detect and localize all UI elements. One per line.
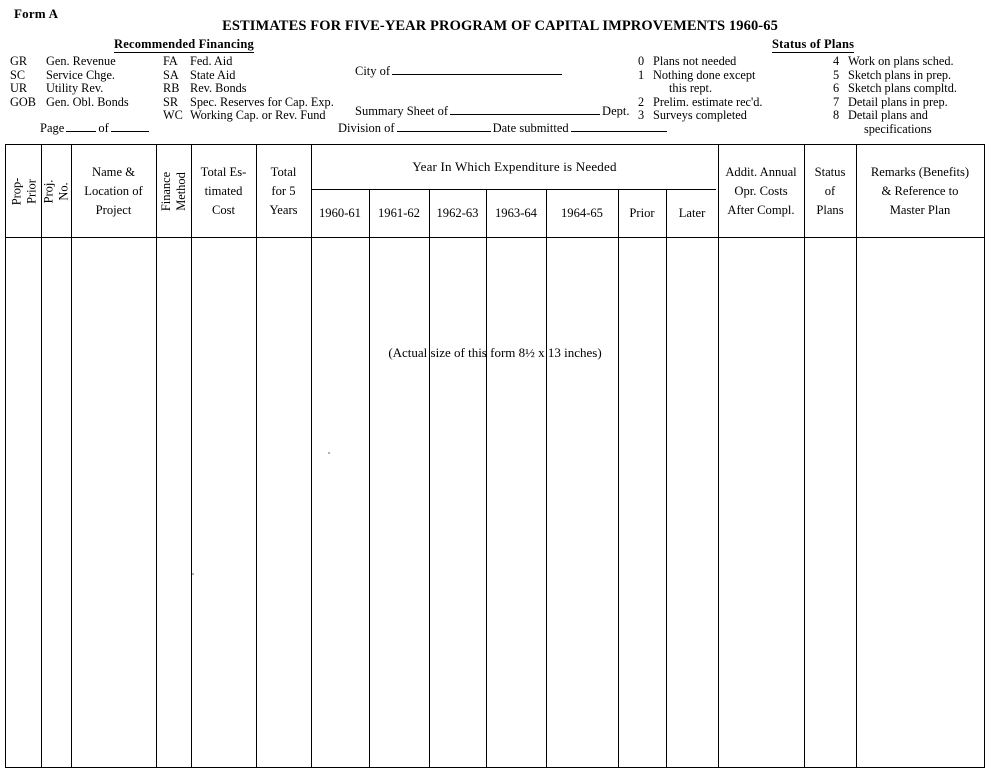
header-line: Cost [211,202,236,217]
header-line: Master Plan [889,202,951,217]
header-status-of-plans [804,145,856,237]
col-rule-14 [804,145,805,767]
legend-code: GOB [10,94,36,109]
form-identifier: Form A [14,6,59,21]
scan-speck [192,573,194,575]
header-year-1960-61: 1960-61 [319,205,361,220]
header-line: timated [204,183,243,198]
status-item [638,96,762,110]
legend-item [163,96,334,110]
legend-item [10,69,129,83]
header-prop-prior [6,145,41,237]
legend-item [163,109,334,123]
header-year-later: Later [678,205,706,220]
header-total-estimated-cost [191,145,256,237]
legend-item [163,82,334,96]
status-label: Detail plans in prep. [848,94,948,109]
header-line: Remarks (Benefits) [870,164,970,179]
header-total-for-5-years [256,145,311,237]
header-line: Years [269,202,298,217]
status-code: 3 [638,108,645,123]
header-line: Total [270,164,297,179]
legend-code: FA [163,54,178,68]
status-label: Surveys completed [653,108,747,123]
header-proj-no [41,145,71,237]
header-line: for 5 [271,183,296,198]
col-rule-9 [486,189,487,767]
header-line: Prior [23,178,38,204]
legend-label: Fed. Aid [190,54,233,68]
financing-abbreviations-column-2 [163,55,334,123]
status-label: Sketch plans in prep. [848,67,952,82]
actual-size-note: (Actual size of this form 8½ x 13 inches) [388,345,602,360]
status-label: Prelim. estimate rec'd. [653,94,763,109]
col-rule-2 [71,145,72,767]
legend-label: Rev. Bonds [190,81,247,96]
legend-label: Gen. Revenue [46,54,116,68]
legend-item [10,82,129,96]
status-code: 5 [833,67,840,82]
header-line: Status [814,164,846,179]
header-year-group: Year In Which Expenditure is Needed [412,159,617,174]
col-rule-12 [666,189,667,767]
header-remarks [856,145,984,237]
legend-code: UR [10,81,28,96]
recommended-financing-heading: Recommended Financing [114,37,254,51]
status-item [833,55,957,69]
col-rule-7 [369,189,370,767]
col-rule-10 [546,189,547,767]
legend-item [163,69,334,83]
division-of-label: Division of [338,121,395,135]
legend-code: WC [163,108,183,123]
col-rule-6 [311,145,312,767]
status-label: Detail plans and [848,108,928,123]
summary-sheet-field-group [355,104,629,119]
status-code: 0 [638,54,645,68]
status-code: 1 [638,67,645,82]
status-codes-column-1 [638,55,762,123]
status-item [638,69,762,83]
header-bottom-rule [6,237,984,238]
division-of-field-group [338,121,669,136]
page-label: Page [40,121,65,135]
city-of-input[interactable] [392,64,562,75]
status-label: Sketch plans compltd. [848,81,957,96]
status-item [833,96,957,110]
legend-label: Spec. Reserves for Cap. Exp. [190,94,334,109]
status-item [638,55,762,69]
financing-abbreviations-column-1 [10,55,129,109]
header-line: Plans [816,202,844,217]
page-total-input[interactable] [111,121,149,132]
header-name-location [71,145,156,237]
header-line: Project [95,202,132,217]
legend-code: SA [163,67,179,82]
status-code: 2 [638,94,645,109]
header-year-1962-63: 1962-63 [436,205,479,220]
header-line: After Compl. [727,202,795,217]
header-line: Name & [91,164,135,179]
status-code: 6 [833,81,840,96]
legend-label: State Aid [190,67,236,82]
header-line: Finance [159,171,174,211]
status-code: 8 [833,108,840,123]
status-code: 7 [833,94,840,109]
legend-item [163,55,334,69]
status-label-continued: this rept. [669,81,713,96]
legend-code: GR [10,54,28,68]
page-number-input[interactable] [66,121,96,132]
col-rule-5 [256,145,257,767]
header-line: Proj. [41,179,56,203]
header-finance-method [156,145,191,237]
legend-label: Service Chge. [46,67,115,82]
col-rule-11 [618,189,619,767]
estimates-table [5,144,985,768]
status-label: Plans not needed [653,54,737,68]
city-of-field-group [355,64,564,79]
header-line: of [824,183,836,198]
page-of-label: of [98,121,109,135]
header-year-1963-64: 1963-64 [495,205,537,220]
document-title: ESTIMATES FOR FIVE-YEAR PROGRAM OF CAPITAL IMPROVEMENTS 1960-65 [222,18,778,34]
legend-code: RB [163,81,180,96]
header-line: Addit. Annual [725,164,797,179]
header-year-1961-62: 1961-62 [378,205,420,220]
header-line: Method [173,171,188,211]
status-item [833,109,957,123]
city-of-label: City of [355,64,391,78]
col-rule-1 [41,145,42,767]
dept-suffix-label: Dept. [602,104,630,118]
status-item [833,82,957,96]
col-rule-13 [718,145,719,767]
date-submitted-input[interactable] [571,121,667,132]
header-addit-annual-opr-costs [718,145,804,237]
col-rule-3 [156,145,157,767]
header-line: & Reference to [881,183,959,198]
header-line: No. [55,181,70,201]
header-line: Opr. Costs [734,183,788,198]
division-of-input[interactable] [397,121,491,132]
header-line: Total Es- [200,164,247,179]
status-label: Work on plans sched. [848,54,954,68]
scan-speck [328,452,330,454]
legend-item [10,96,129,110]
col-rule-8 [429,189,430,767]
status-codes-column-2 [833,55,957,137]
header-year-1964-65: 1964-65 [561,205,603,220]
status-label: Nothing done except [653,67,756,82]
col-rule-15 [856,145,857,767]
status-label-continued: specifications [864,121,932,136]
legend-label: Working Cap. or Rev. Fund [190,108,326,123]
legend-item [10,55,129,69]
legend-label: Gen. Obl. Bonds [46,94,129,109]
legend-code: SC [10,67,26,82]
status-code: 4 [833,54,840,68]
date-submitted-label: Date submitted [492,121,569,135]
header-year-prior: Prior [629,205,655,220]
summary-sheet-label: Summary Sheet of [355,104,449,118]
status-item [833,69,957,83]
legend-code: SR [163,94,179,109]
col-rule-4 [191,145,192,767]
header-line: Prop- [8,177,23,205]
summary-sheet-input[interactable] [450,104,600,115]
legend-label: Utility Rev. [46,81,104,96]
status-of-plans-heading: Status of Plans [772,37,855,51]
page-number-field-group [40,121,151,136]
header-line: Location of [84,183,143,198]
